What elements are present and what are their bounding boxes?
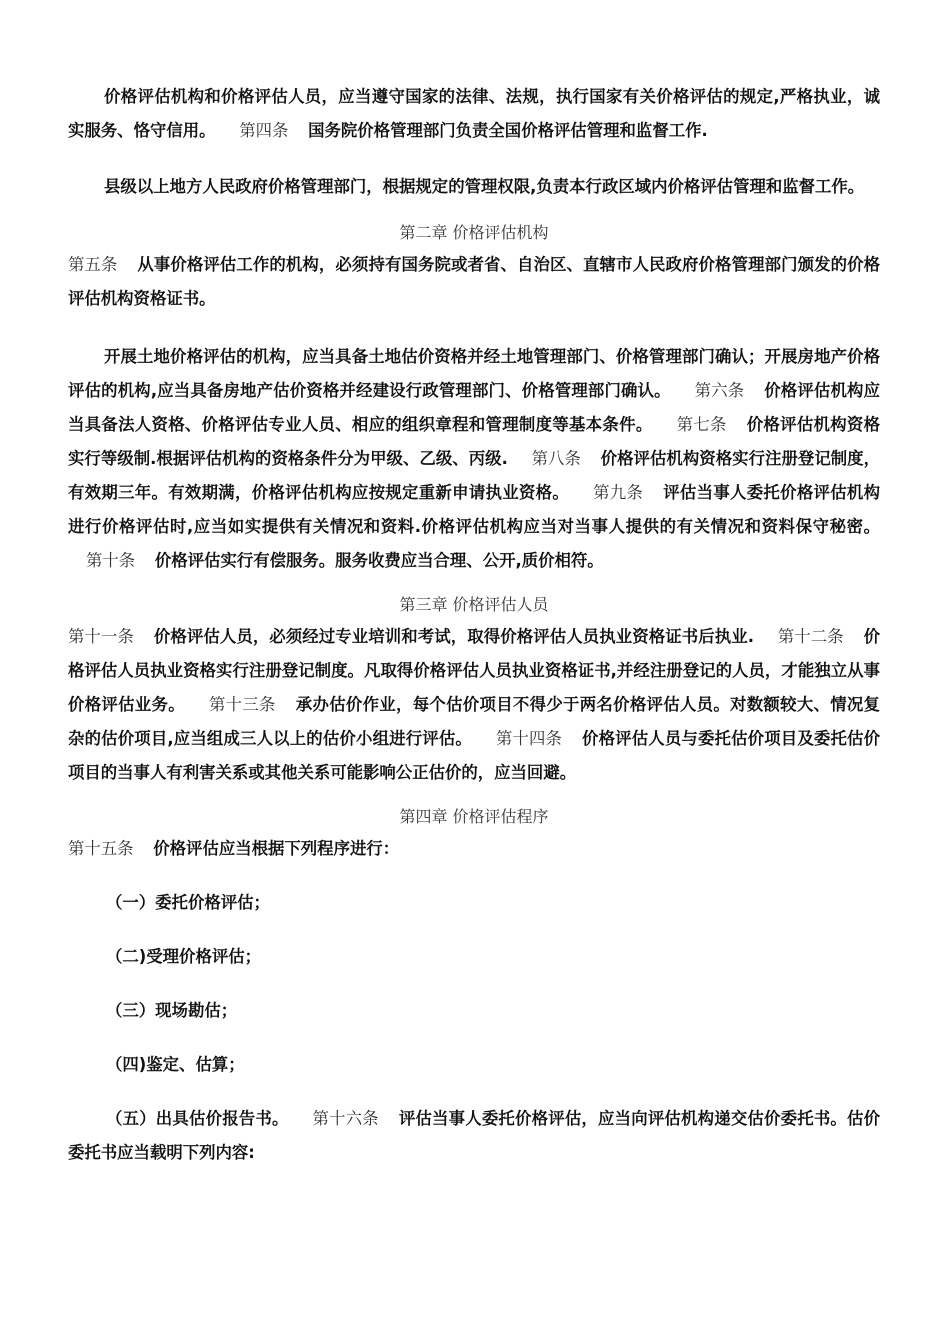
paragraph-text: 价格评估机构资格实行等级制.根据评估机构的资格条件分为甲级、乙级、丙级. [68, 415, 881, 468]
paragraph-text: 价格评估应当根据下列程序进行： [153, 839, 400, 858]
article-15-label: 第十五条 [68, 839, 134, 858]
chapter-4-heading: 第四章 价格评估程序 [399, 807, 549, 826]
article-6-label: 第六条 [694, 381, 745, 400]
article-8-label: 第八条 [531, 449, 581, 468]
paragraph-text: 价格评估机构和价格评估人员，应当遵守国家的法律、法规，执行国家有关价格评估的规定,严格执业，诚实服务、恪守信用。 [68, 87, 880, 140]
article-10-label: 第十条 [86, 551, 136, 570]
paragraph-local-authority [68, 170, 880, 204]
article-11-label: 第十一条 [68, 627, 134, 646]
list-item: （三）现场勘估； [106, 1001, 238, 1020]
paragraph-articles-6-10 [68, 340, 880, 578]
paragraph-article-16 [68, 1102, 880, 1170]
paragraph-text: 价格评估人员，必须经过专业培训和考试，取得价格评估人员执业资格证书后执业. [153, 627, 754, 646]
list-item: （四)鉴定、估算； [106, 1055, 245, 1074]
article-5-label: 第五条 [68, 255, 118, 274]
paragraph-text: 价格评估实行有偿服务。服务收费应当合理、公开,质价相符。 [154, 551, 604, 570]
paragraph-text: 价格评估机构资格实行注册登记制度，有效期三年。有效期满，价格评估机构应按规定重新申请执业资格。 [68, 449, 881, 502]
document-page [68, 80, 880, 1170]
paragraph-text: （五）出具估价报告书。 [106, 1109, 289, 1128]
article-7-label: 第七条 [676, 415, 727, 434]
paragraph-text: 承办估价作业，每个估价项目不得少于两名价格评估人员。对数额较大、情况复杂的估价项目,应当组成三人以上的估价小组进行评估。 [68, 695, 881, 748]
article-9-label: 第九条 [593, 483, 644, 502]
list-item: （二)受理价格评估； [106, 947, 262, 966]
paragraph-text: 价格评估机构应当具备法人资格、价格评估专业人员、相应的组织章程和管理制度等基本条件。 [68, 381, 880, 434]
chapter-3-heading: 第三章 价格评估人员 [399, 595, 549, 614]
article-4-label: 第四条 [239, 121, 289, 140]
article-12-label: 第十二条 [777, 627, 844, 646]
paragraph-text: 评估当事人委托价格评估，应当向评估机构递交估价委托书。估价委托书应当载明下列内容: [68, 1109, 881, 1162]
paragraph-text: 县级以上地方人民政府价格管理部门，根据规定的管理权限,负责本行政区域内价格评估管理和监督工作。 [104, 177, 865, 196]
paragraph-text: 开展土地价格评估的机构，应当具备土地估价资格并经土地管理部门、价格管理部门确认；开展房地产价格评估的机构,应当具备房地产估价资格并经建设行政管理部门、价格管理部门确认。 [68, 347, 880, 400]
article-14-label: 第十四条 [495, 729, 563, 748]
article-13-label: 第十三条 [208, 695, 276, 714]
paragraph-text: 从事价格评估工作的机构，必须持有国务院或者省、自治区、直辖市人民政府价格管理部门颁发的价格评估机构资格证书。 [68, 255, 881, 308]
paragraph-text: 评估当事人委托价格评估机构进行价格评估时,应当如实提供有关情况和资料.价格评估机构应当对当事人提供的有关情况和资料保守秘密。 [68, 483, 881, 536]
chapter-2-heading: 第二章 价格评估机构 [399, 223, 549, 242]
paragraph-articles-11-14 [68, 620, 880, 790]
article-16-label: 第十六条 [312, 1109, 379, 1128]
paragraph-article-15 [68, 832, 880, 866]
paragraph-text: 价格评估人员与委托估价项目及委托估价项目的当事人有利害关系或其他关系可能影响公正估价的，应当回避。 [68, 729, 881, 782]
paragraph-text: 价格评估人员执业资格实行注册登记制度。凡取得价格评估人员执业资格证书,并经注册登记的人员，才能独立从事价格评估业务。 [68, 627, 881, 714]
paragraph-article-3 [68, 80, 880, 148]
paragraph-article-5 [68, 248, 880, 316]
list-item: （一）委托价格评估； [106, 893, 270, 912]
paragraph-text: 国务院价格管理部门负责全国价格评估管理和监督工作. [308, 121, 708, 140]
